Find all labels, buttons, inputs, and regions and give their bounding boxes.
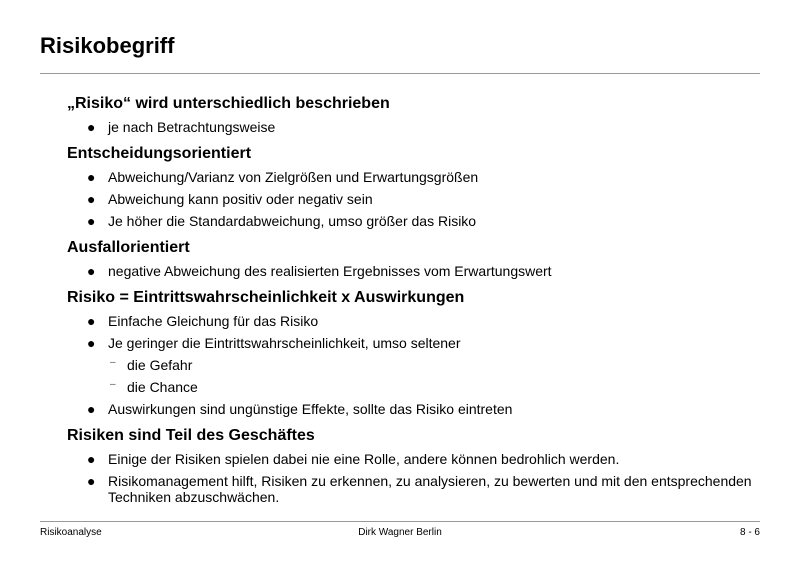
section-entscheidungsorientiert	[67, 144, 757, 232]
section-heading: „Risiko“ wird unterschiedlich beschrieben	[67, 95, 390, 112]
bullet-icon: ●	[87, 191, 96, 207]
bullet-icon: ●	[87, 169, 96, 185]
list-item-text: negative Abweichung des realisierten Ergebnisses vom Erwartungswert	[108, 263, 552, 279]
section-heading: Entscheidungsorientiert	[67, 145, 252, 162]
list-item	[67, 116, 757, 138]
sub-list-item	[67, 376, 757, 398]
list-item-text: Einige der Risiken spielen dabei nie eine Rolle, andere können bedrohlich werden.	[108, 451, 620, 467]
list-item-text: Auswirkungen sind ungünstige Effekte, sollte das Risiko eintreten	[108, 401, 513, 417]
sub-list-item-text: die Gefahr	[127, 357, 193, 373]
bullet-list	[67, 166, 757, 232]
footer-divider	[40, 521, 760, 522]
title-divider	[40, 73, 760, 74]
slide-content	[67, 94, 757, 508]
footer-page-number: 8 - 6	[739, 527, 760, 538]
list-item	[67, 310, 757, 332]
section-risiko-beschreibung	[67, 94, 757, 138]
list-item-text: Einfache Gleichung für das Risiko	[108, 313, 319, 329]
list-item	[67, 470, 757, 508]
section-heading: Ausfallorientiert	[67, 239, 190, 256]
list-item-text: je nach Betrachtungsweise	[108, 119, 276, 135]
list-item-text: Je höher die Standardabweichung, umso größer das Risiko	[108, 213, 477, 229]
list-item	[67, 260, 757, 282]
list-item	[67, 166, 757, 188]
bullet-icon: ●	[87, 451, 96, 467]
list-item-text: Risikomanagement hilft, Risiken zu erkennen, zu analysieren, zu bewerten und mit den entsprechenden Techniken abzuschwächen.	[108, 473, 752, 505]
section-heading: Risiken sind Teil des Geschäftes	[67, 427, 315, 444]
page-title: Risikobegriff	[40, 33, 175, 58]
section-risiken-geschaeft	[67, 426, 757, 508]
sub-list-item-text: die Chance	[127, 379, 198, 395]
bullet-list	[67, 448, 757, 508]
dash-icon: –	[110, 357, 116, 368]
list-item	[67, 448, 757, 470]
bullet-icon: ●	[87, 313, 96, 329]
bullet-list	[67, 116, 757, 138]
bullet-icon: ●	[87, 213, 96, 229]
sub-list-item	[67, 354, 757, 376]
bullet-icon: ●	[87, 401, 96, 417]
list-item	[67, 332, 757, 354]
bullet-list	[67, 260, 757, 282]
bullet-icon: ●	[87, 335, 96, 351]
bullet-icon: ●	[87, 119, 96, 135]
section-ausfallorientiert	[67, 238, 757, 282]
bullet-icon: ●	[87, 473, 96, 489]
list-item	[67, 210, 757, 232]
footer-center: Dirk Wagner Berlin	[358, 527, 442, 538]
bullet-icon: ●	[87, 263, 96, 279]
dash-icon: –	[110, 379, 116, 390]
section-heading: Risiko = Eintrittswahrscheinlichkeit x Auswirkungen	[67, 289, 465, 306]
footer-left: Risikoanalyse	[40, 527, 102, 538]
list-item-text: Je geringer die Eintrittswahrscheinlichkeit, umso seltener	[108, 335, 461, 351]
list-item-text: Abweichung/Varianz von Zielgrößen und Erwartungsgrößen	[108, 169, 479, 185]
list-item-text: Abweichung kann positiv oder negativ sein	[108, 191, 373, 207]
section-risiko-gleichung	[67, 288, 757, 420]
bullet-list	[67, 310, 757, 420]
list-item	[67, 188, 757, 210]
list-item	[67, 398, 757, 420]
